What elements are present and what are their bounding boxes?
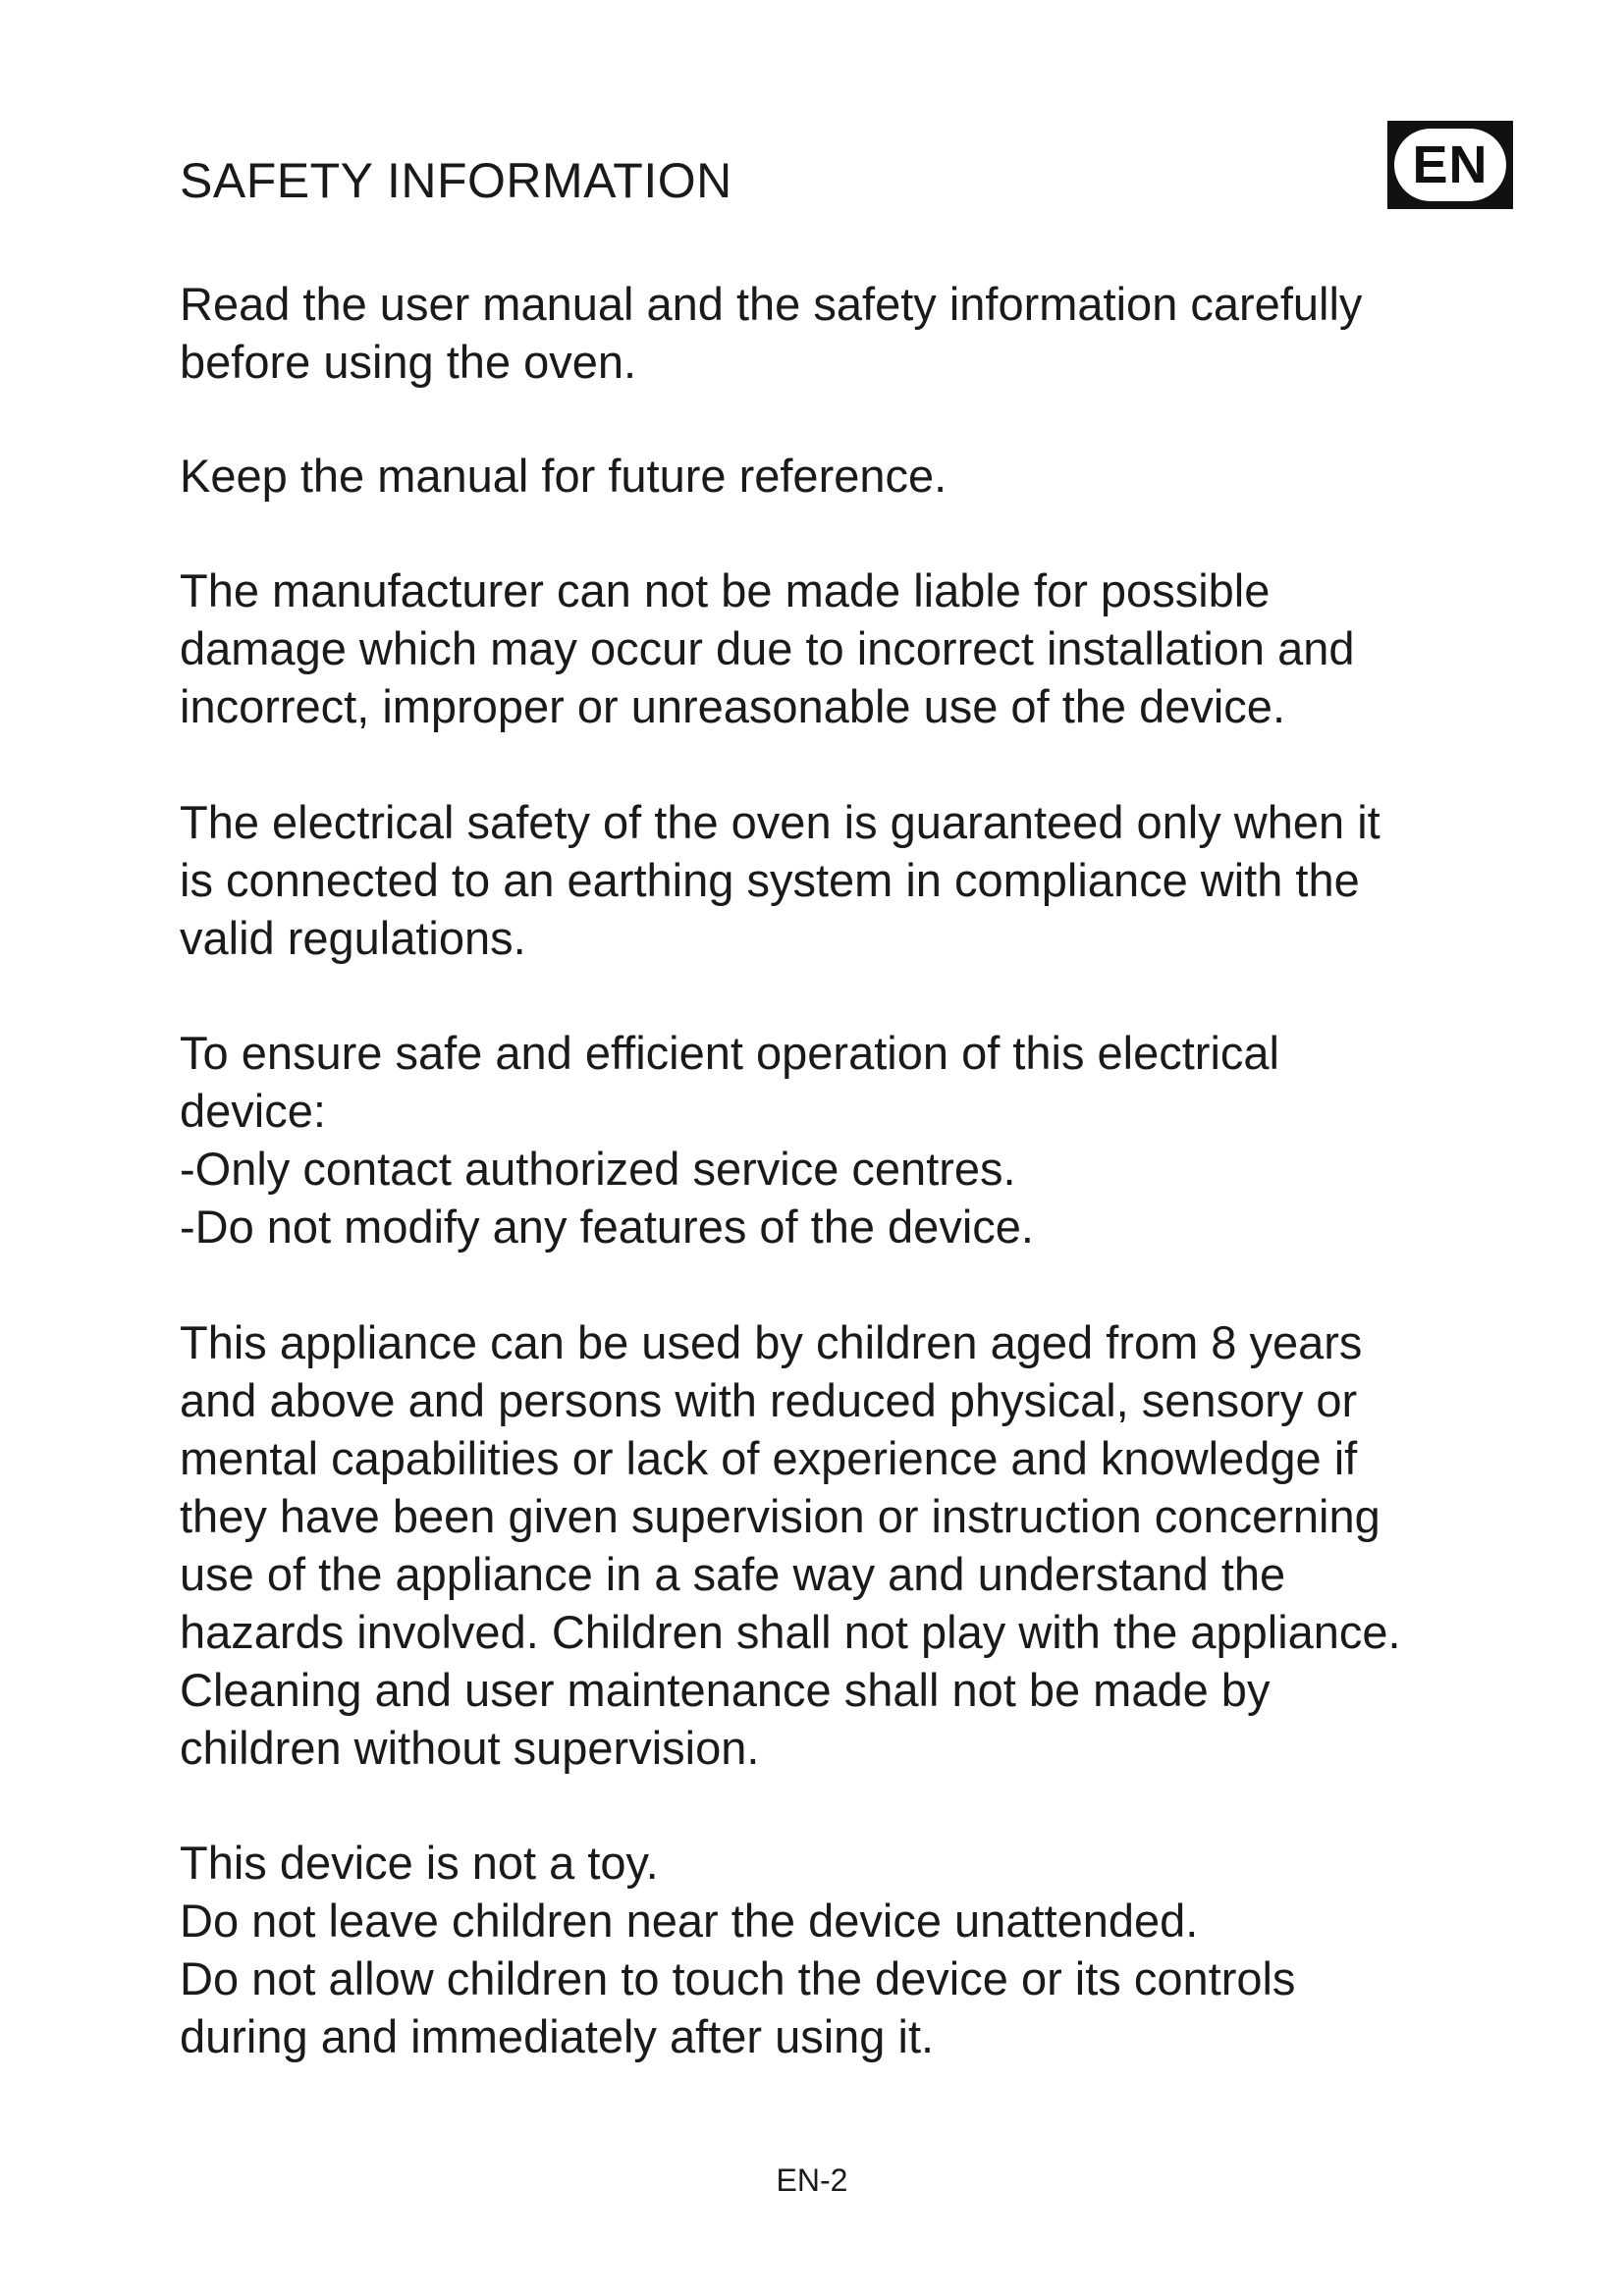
text-line: Do not allow children to touch the device or its controls [180, 1952, 1296, 2004]
paragraph-read-manual [180, 275, 1495, 391]
text-line: This device is not a toy. [180, 1837, 659, 1889]
text-line: during and immediately after using it. [180, 2010, 935, 2062]
text-line: children without supervision. [180, 1722, 760, 1774]
text-line: before using the oven. [180, 336, 637, 388]
paragraph-liability [180, 561, 1495, 735]
text-line: damage which may occur due to incorrect installation and [180, 622, 1355, 674]
text-line: Read the user manual and the safety information carefully [180, 278, 1363, 330]
text-line: hazards involved. Children shall not play with the appliance. [180, 1606, 1401, 1658]
text-line: mental capabilities or lack of experience and knowledge if [180, 1432, 1358, 1484]
text-line: device: [180, 1085, 326, 1137]
text-line: they have been given supervision or instruction concerning [180, 1490, 1380, 1542]
text-line: valid regulations. [180, 912, 526, 964]
list-item: -Only contact authorized service centres. [180, 1143, 1016, 1195]
paragraph-keep-manual [180, 447, 1495, 505]
text-line: The electrical safety of the oven is guaranteed only when it [180, 796, 1380, 848]
text-line: Cleaning and user maintenance shall not be made by [180, 1664, 1271, 1716]
paragraph-electrical-safety [180, 793, 1495, 967]
text-line: incorrect, improper or unreasonable use of the device. [180, 680, 1286, 732]
text-line: This appliance can be used by children aged from 8 years [180, 1316, 1363, 1368]
page-title: SAFETY INFORMATION [180, 153, 732, 208]
text-line: and above and persons with reduced physical, sensory or [180, 1374, 1358, 1426]
paragraph-safe-operation [180, 1024, 1495, 1255]
paragraph-not-a-toy [180, 1834, 1495, 2065]
paragraph-children-use [180, 1313, 1495, 1777]
text-line: Do not leave children near the device unattended. [180, 1895, 1199, 1947]
list-item: -Do not modify any features of the device. [180, 1201, 1034, 1253]
text-line: To ensure safe and efficient operation of this electrical [180, 1027, 1279, 1079]
language-badge-label: EN [1394, 129, 1506, 201]
text-line: Keep the manual for future reference. [180, 450, 947, 502]
page-number: EN-2 [776, 2163, 848, 2198]
text-line: is connected to an earthing system in compliance with the [180, 854, 1360, 906]
text-line: use of the appliance in a safe way and understand the [180, 1548, 1286, 1600]
language-badge [1387, 121, 1513, 209]
text-line: The manufacturer can not be made liable for possible [180, 564, 1271, 616]
